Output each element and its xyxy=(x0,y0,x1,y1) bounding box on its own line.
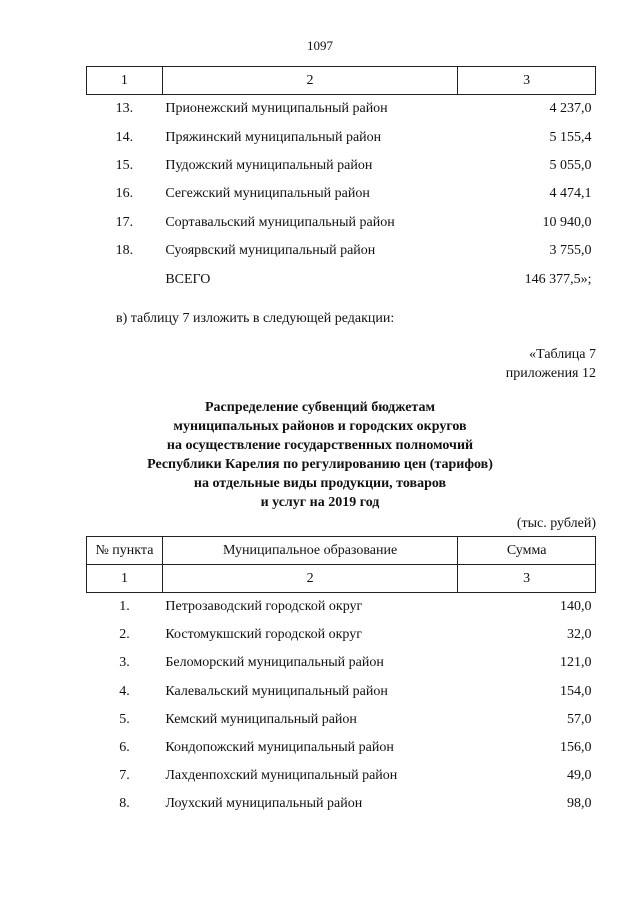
table-row xyxy=(87,621,596,649)
table-row xyxy=(87,123,596,151)
row-number: 16. xyxy=(115,186,134,202)
row-value: 57,0 xyxy=(567,711,592,727)
page-number: 1097 xyxy=(307,38,333,53)
title-line: и услуг на 2019 год xyxy=(260,495,380,510)
row-value: 154,0 xyxy=(560,683,592,699)
row-name: Пряжинский муниципальный район xyxy=(165,129,382,145)
row-name: Кемский муниципальный район xyxy=(165,711,357,727)
title-line: муниципальных районов и городских округов xyxy=(173,419,467,434)
table-row xyxy=(87,762,596,790)
row-name: Сортавальский муниципальный район xyxy=(165,214,395,230)
header-cell: № пункта xyxy=(87,537,163,565)
row-name: Прионежский муниципальный район xyxy=(165,101,388,117)
row-name: Пудожский муниципальный район xyxy=(165,157,373,173)
amendment-text: в) таблицу 7 изложить в следующей редакции: xyxy=(116,311,395,326)
table-subheader-row xyxy=(87,565,596,593)
row-name: Лахденпохский муниципальный район xyxy=(165,768,398,784)
row-value: 3 755,0 xyxy=(549,243,592,259)
row-number: 7. xyxy=(119,768,130,784)
row-number: 15. xyxy=(115,157,134,173)
row-number: 6. xyxy=(119,740,130,756)
table-row xyxy=(87,734,596,762)
table-row xyxy=(87,95,596,124)
title-line: Распределение субвенций бюджетам xyxy=(205,400,435,415)
row-value: 156,0 xyxy=(560,740,592,756)
table-row xyxy=(87,593,596,622)
table-header-row xyxy=(87,537,596,565)
row-name: Беломорский муниципальный район xyxy=(165,655,384,671)
row-value: 5 055,0 xyxy=(549,157,592,173)
row-value: 4 474,1 xyxy=(549,186,592,202)
table-continuation xyxy=(86,66,596,294)
row-value: 10 940,0 xyxy=(542,214,592,230)
row-name: Суоярвский муниципальный район xyxy=(165,243,376,259)
row-number: 8. xyxy=(119,796,130,812)
row-number: 13. xyxy=(115,101,134,117)
table-row xyxy=(87,152,596,180)
table-row xyxy=(87,678,596,706)
row-name: Калевальский муниципальный район xyxy=(165,683,388,699)
row-value: 49,0 xyxy=(567,768,592,784)
table-title xyxy=(0,398,640,512)
table-row xyxy=(87,237,596,265)
title-line: на отдельные виды продукции, товаров xyxy=(193,476,447,491)
row-value: 140,0 xyxy=(560,599,592,615)
row-number: 3. xyxy=(119,655,130,671)
row-value: 98,0 xyxy=(567,796,592,812)
header-cell: 2 xyxy=(162,565,457,593)
table-row xyxy=(87,180,596,208)
subvention-table xyxy=(86,536,596,819)
row-number: 14. xyxy=(115,129,134,145)
table-row xyxy=(87,649,596,677)
row-number: 5. xyxy=(119,711,130,727)
row-name: Кондопожский муниципальный район xyxy=(165,740,394,756)
row-name: Костомукшский городской округ xyxy=(165,627,362,643)
table-total-row xyxy=(87,265,596,293)
total-label: ВСЕГО xyxy=(165,271,211,287)
title-line: Республики Карелия по регулированию цен (тарифов) xyxy=(147,457,493,472)
row-number: 4. xyxy=(119,683,130,699)
row-value: 121,0 xyxy=(560,655,592,671)
header-cell: 3 xyxy=(458,565,596,593)
header-cell: 2 xyxy=(162,67,457,95)
row-number xyxy=(87,265,163,293)
units-label: (тыс. рублей) xyxy=(516,516,596,531)
row-value: 32,0 xyxy=(567,627,592,643)
table-row xyxy=(87,790,596,818)
caption-line: «Таблица 7 xyxy=(529,347,596,362)
table-header-row xyxy=(87,67,596,95)
table-caption xyxy=(506,345,596,383)
table-row xyxy=(87,706,596,734)
total-value: 146 377,5»; xyxy=(524,271,592,287)
row-number: 18. xyxy=(115,243,134,259)
header-cell: 1 xyxy=(87,67,163,95)
row-name: Сегежский муниципальный район xyxy=(165,186,370,202)
row-value: 4 237,0 xyxy=(549,101,592,117)
row-number: 17. xyxy=(115,214,134,230)
row-value: 5 155,4 xyxy=(549,129,592,145)
table-row xyxy=(87,209,596,237)
row-name: Петрозаводский городской округ xyxy=(165,599,363,615)
title-line: на осуществление государственных полномочий xyxy=(166,438,474,453)
row-number: 2. xyxy=(119,627,130,643)
header-cell: 3 xyxy=(458,67,596,95)
header-cell: Сумма xyxy=(458,537,596,565)
row-name: Лоухский муниципальный район xyxy=(165,796,363,812)
header-cell: Муниципальное образование xyxy=(162,537,457,565)
caption-line: приложения 12 xyxy=(505,366,596,381)
header-cell: 1 xyxy=(87,565,163,593)
row-number: 1. xyxy=(119,599,130,615)
